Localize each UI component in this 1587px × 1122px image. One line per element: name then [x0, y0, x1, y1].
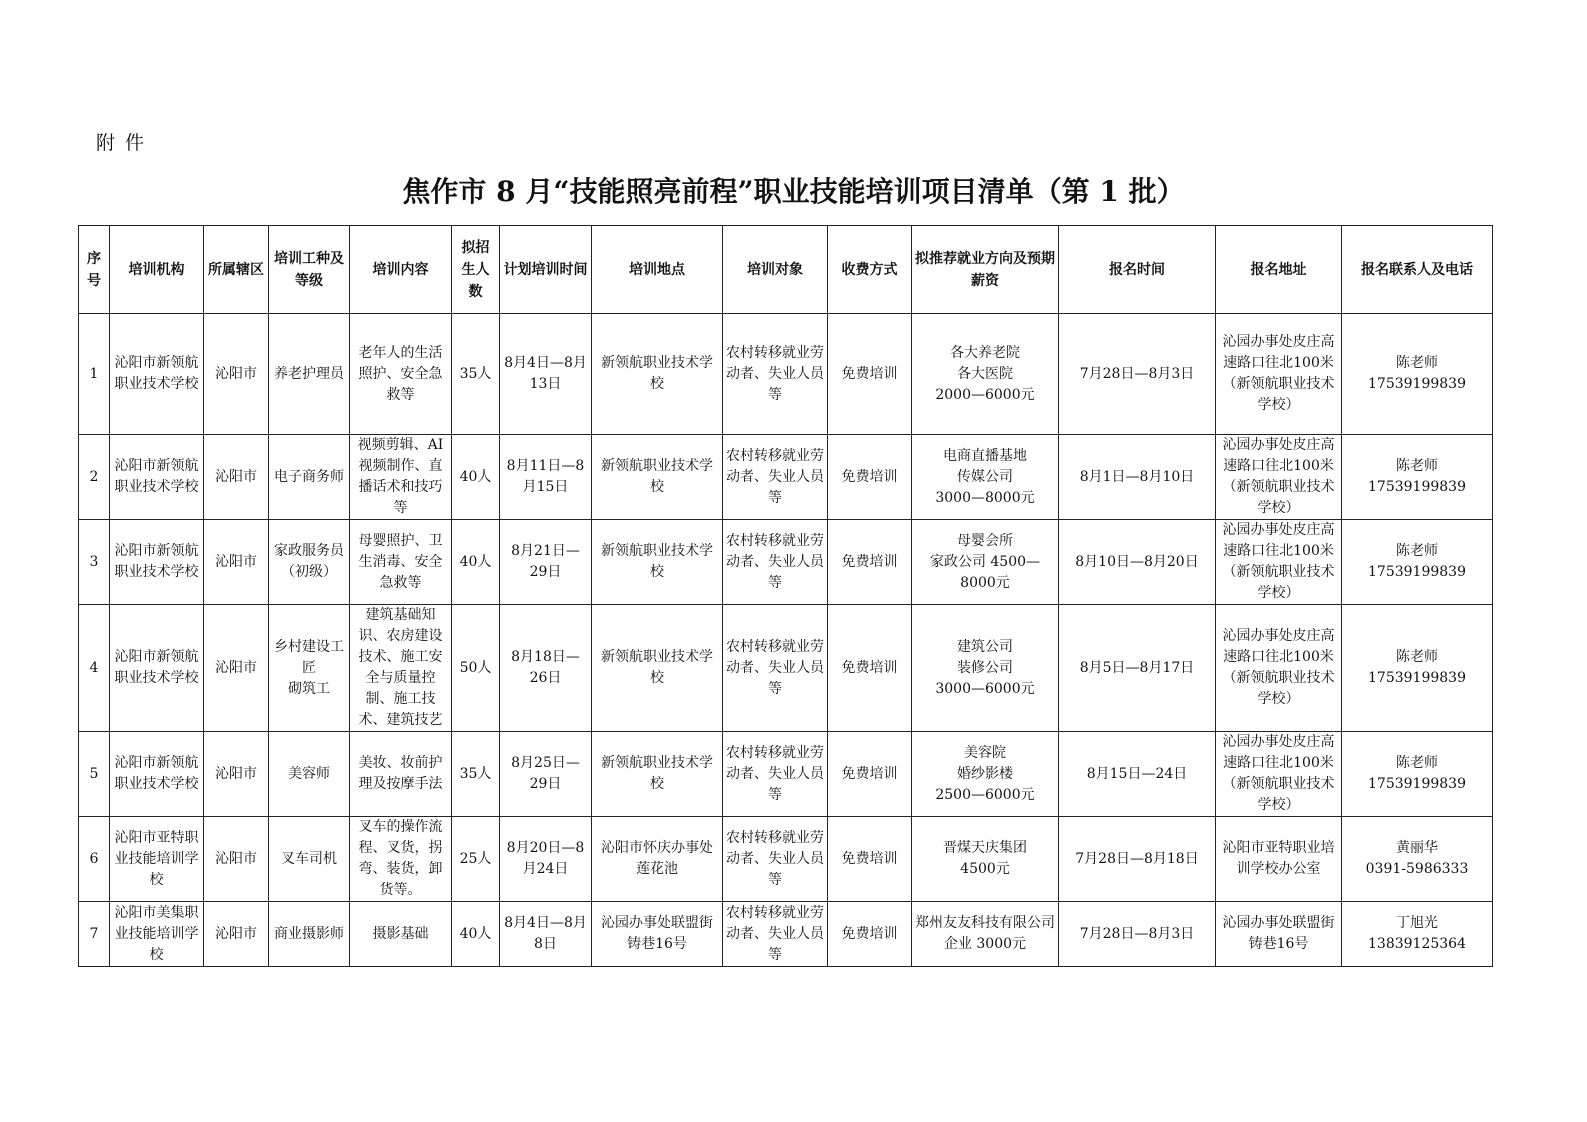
cell-text: 17539199839	[1368, 564, 1466, 580]
cell-text: 8月5日—8月17日	[1079, 659, 1195, 676]
cell-text: 沁阳市	[215, 765, 257, 782]
cell-text: 7	[89, 925, 99, 942]
table-row	[79, 520, 1493, 605]
cell-text: 母婴照护、卫生消毒、安全急救等	[358, 532, 443, 591]
column-header: 报名地址	[1216, 226, 1342, 314]
cell-text: 家政服务员（初级）	[274, 543, 344, 580]
cell-text: 叉车司机	[281, 850, 337, 867]
cell-text: 各大养老院	[950, 344, 1020, 361]
cell-text: 新领航职业技术学校	[601, 649, 713, 686]
table-cell	[204, 520, 269, 605]
table-cell	[912, 902, 1059, 967]
table-cell	[204, 902, 269, 967]
table-cell	[110, 605, 204, 732]
cell-text: 免费培训	[841, 925, 898, 942]
cell-text: 砌筑工	[288, 680, 330, 697]
cell-text: 美容院	[964, 744, 1006, 761]
cell-text: 免费培训	[841, 659, 898, 676]
cell-text: 陈老师	[1396, 543, 1438, 559]
cell-text: 农村转移就业劳动者、失业人员等	[726, 829, 824, 888]
cell-text: 免费培训	[841, 553, 898, 570]
cell-text: 乡村建设工匠	[274, 638, 344, 676]
cell-text: 沁阳市	[215, 553, 257, 570]
cell-text: 50人	[459, 659, 492, 676]
cell-text: 40人	[459, 468, 492, 485]
cell-text: 各大医院	[957, 365, 1013, 382]
cell-text: 建筑基础知识、农房建设技术、施工安全与质量控制、施工技术、建筑技艺	[358, 607, 443, 728]
table-header-row	[79, 226, 1493, 314]
table-cell	[350, 314, 452, 435]
cell-text: 25人	[459, 850, 492, 867]
cell-text: 4	[89, 659, 99, 676]
cell-text: 沁阳市	[215, 925, 257, 942]
cell-text: 8月11日—8月15日	[506, 458, 585, 495]
table-cell	[204, 314, 269, 435]
cell-text: 40人	[459, 553, 492, 570]
table-cell	[500, 902, 592, 967]
cell-text: 婚纱影楼	[957, 765, 1013, 782]
cell-text: 新领航职业技术学校	[601, 355, 713, 392]
column-header: 拟招生人数	[452, 226, 500, 314]
table-cell	[110, 902, 204, 967]
table-row	[79, 605, 1493, 732]
cell-text: 沁阳市新领航职业技术学校	[114, 649, 199, 686]
cell-text: 摄影基础	[372, 925, 429, 942]
table-cell	[1059, 817, 1216, 902]
table-cell	[723, 605, 828, 732]
table-cell	[592, 817, 723, 902]
cell-text: 7月28日—8月18日	[1075, 850, 1199, 867]
cell-text: 2	[89, 468, 99, 485]
cell-text: 17539199839	[1368, 776, 1466, 792]
table-cell	[912, 435, 1059, 520]
table-cell	[350, 902, 452, 967]
table-cell	[79, 314, 110, 435]
cell-text: 6	[89, 850, 99, 867]
cell-text: 3000—8000元	[935, 489, 1035, 506]
cell-text: 农村转移就业劳动者、失业人员等	[726, 638, 824, 697]
table-cell	[500, 732, 592, 817]
table-cell	[1059, 902, 1216, 967]
table-cell	[1216, 732, 1342, 817]
table-cell	[1216, 902, 1342, 967]
cell-text: 晋煤天庆集团	[943, 840, 1027, 856]
table-cell	[500, 435, 592, 520]
table-cell	[1342, 520, 1493, 605]
cell-text: 沁园办事处联盟街铸巷16号	[601, 915, 713, 952]
cell-text: 17539199839	[1368, 479, 1466, 495]
cell-text: 免费培训	[841, 468, 898, 485]
table-cell	[828, 435, 912, 520]
cell-text: 农村转移就业劳动者、失业人员等	[726, 344, 824, 403]
cell-text: 黄丽华	[1396, 840, 1438, 856]
page-title: 焦作市 8 月“技能照亮前程”职业技能培训项目清单（第 1 批）	[402, 175, 1185, 208]
cell-text: 17539199839	[1368, 670, 1466, 686]
cell-text: 沁阳市	[215, 850, 257, 867]
table-cell	[110, 435, 204, 520]
cell-text: 沁阳市新领航职业技术学校	[114, 543, 199, 580]
table-cell	[269, 605, 350, 732]
table-cell	[110, 817, 204, 902]
column-header: 收费方式	[828, 226, 912, 314]
cell-text: 免费培训	[841, 365, 898, 382]
table-cell	[828, 732, 912, 817]
table-cell	[1059, 314, 1216, 435]
column-header: 报名时间	[1059, 226, 1216, 314]
column-header: 培训工种及等级	[269, 226, 350, 314]
cell-text: 沁阳市新领航职业技术学校	[114, 458, 199, 495]
table-cell	[592, 902, 723, 967]
table-cell	[1059, 605, 1216, 732]
table-cell	[592, 435, 723, 520]
table-cell	[204, 817, 269, 902]
table-cell	[350, 605, 452, 732]
table-row	[79, 902, 1493, 967]
cell-text: 新领航职业技术学校	[601, 543, 713, 580]
table-cell	[723, 902, 828, 967]
table-cell	[592, 605, 723, 732]
cell-text: 农村转移就业劳动者、失业人员等	[726, 744, 824, 803]
table-cell	[500, 314, 592, 435]
cell-text: 8月20日—8月24日	[506, 840, 585, 877]
table-cell	[723, 520, 828, 605]
table-cell	[500, 520, 592, 605]
cell-text: 农村转移就业劳动者、失业人员等	[726, 904, 824, 963]
attachment-label: 附 件	[96, 132, 147, 154]
cell-text: 新领航职业技术学校	[601, 458, 713, 495]
table-cell	[1342, 435, 1493, 520]
table-cell	[723, 817, 828, 902]
cell-text: 养老护理员	[274, 365, 344, 382]
table-cell	[912, 520, 1059, 605]
cell-text: 5	[89, 765, 99, 782]
table-body	[79, 314, 1493, 967]
cell-text: 家政公司 4500—8000元	[929, 553, 1041, 591]
column-header: 培训内容	[350, 226, 452, 314]
cell-text: 电商直播基地	[943, 447, 1027, 464]
table-cell	[269, 314, 350, 435]
table-cell	[452, 732, 500, 817]
table-cell	[1342, 732, 1493, 817]
cell-text: 美容师	[288, 765, 330, 782]
cell-text: 8月4日—8月13日	[504, 355, 587, 392]
column-header: 报名联系人及电话	[1342, 226, 1493, 314]
table-cell	[1216, 435, 1342, 520]
table-cell	[350, 817, 452, 902]
cell-text: 建筑公司	[957, 638, 1013, 655]
table-cell	[828, 817, 912, 902]
column-header: 培训机构	[110, 226, 204, 314]
table-cell	[452, 902, 500, 967]
cell-text: 7月28日—8月3日	[1079, 365, 1195, 382]
cell-text: 免费培训	[841, 850, 898, 867]
cell-text: 沁园办事处皮庄高速路口往北100米（新领航职业技术学校）	[1222, 334, 1335, 413]
cell-text: 8月21日—29日	[511, 543, 580, 580]
cell-text: 商业摄影师	[274, 925, 344, 942]
cell-text: 1	[89, 365, 99, 382]
table-cell	[592, 314, 723, 435]
cell-text: 4500元	[960, 861, 1010, 877]
table-cell	[204, 435, 269, 520]
cell-text: 3	[89, 553, 99, 570]
table-cell	[204, 605, 269, 732]
table-cell	[828, 314, 912, 435]
column-header: 拟推荐就业方向及预期薪资	[912, 226, 1059, 314]
table-cell	[723, 435, 828, 520]
cell-text: 2000—6000元	[935, 386, 1035, 403]
cell-text: 美妆、妆前护理及按摩手法	[358, 755, 443, 792]
table-row	[79, 732, 1493, 817]
cell-text: 沁阳市亚特职业技能培训学校	[114, 829, 199, 888]
table-cell	[1342, 314, 1493, 435]
table-cell	[269, 435, 350, 520]
table-cell	[592, 520, 723, 605]
cell-text: 电子商务师	[274, 468, 344, 485]
table-cell	[269, 732, 350, 817]
cell-text: 沁阳市美集职业技能培训学校	[114, 904, 199, 963]
cell-text: 装修公司	[957, 659, 1013, 676]
table-cell	[452, 520, 500, 605]
cell-text: 8月15日—24日	[1086, 765, 1188, 782]
cell-text: 13839125364	[1368, 936, 1466, 952]
table-cell	[1216, 314, 1342, 435]
table-cell	[269, 817, 350, 902]
cell-text: 母婴会所	[957, 532, 1013, 549]
table-cell	[350, 520, 452, 605]
table-cell	[912, 817, 1059, 902]
cell-text: 视频剪辑、AI视频制作、直播话术和技巧等	[357, 437, 444, 516]
table-cell	[79, 817, 110, 902]
table-cell	[452, 605, 500, 732]
table-cell	[79, 605, 110, 732]
table-row	[79, 314, 1493, 435]
cell-text: 2500—6000元	[935, 786, 1035, 803]
table-row	[79, 817, 1493, 902]
table-cell	[79, 435, 110, 520]
table-cell	[828, 520, 912, 605]
cell-text: 沁园办事处皮庄高速路口往北100米（新领航职业技术学校）	[1222, 628, 1335, 707]
table-cell	[452, 435, 500, 520]
column-header: 计划培训时间	[500, 226, 592, 314]
cell-text: 沁园办事处皮庄高速路口往北100米（新领航职业技术学校）	[1222, 437, 1335, 516]
table-cell	[1216, 520, 1342, 605]
table-cell	[350, 732, 452, 817]
cell-text: 沁阳市	[215, 468, 257, 485]
table-cell	[269, 902, 350, 967]
table-cell	[79, 520, 110, 605]
table-cell	[1059, 732, 1216, 817]
table-cell	[723, 732, 828, 817]
cell-text: 8月10日—8月20日	[1075, 553, 1199, 570]
table-cell	[912, 732, 1059, 817]
table-cell	[828, 902, 912, 967]
table-cell	[269, 520, 350, 605]
cell-text: 8月18日—26日	[511, 649, 580, 686]
cell-text: 沁阳市亚特职业培训学校办公室	[1222, 840, 1335, 877]
table-cell	[1216, 605, 1342, 732]
cell-text: 8月25日—29日	[511, 755, 580, 792]
cell-text: 0391-5986333	[1365, 861, 1469, 877]
table-row	[79, 435, 1493, 520]
cell-text: 沁园办事处皮庄高速路口往北100米（新领航职业技术学校）	[1222, 734, 1335, 813]
cell-text: 陈老师	[1396, 755, 1438, 771]
cell-text: 丁旭光	[1396, 915, 1438, 931]
cell-text: 陈老师	[1396, 458, 1438, 474]
table-cell	[452, 817, 500, 902]
cell-text: 沁阳市	[215, 365, 257, 382]
cell-text: 沁阳市新领航职业技术学校	[114, 355, 199, 392]
table-cell	[79, 902, 110, 967]
cell-text: 郑州友友科技有限公司企业 3000元	[915, 915, 1055, 952]
table-cell	[592, 732, 723, 817]
cell-text: 农村转移就业劳动者、失业人员等	[726, 532, 824, 591]
training-project-table	[78, 225, 1493, 967]
table-cell	[110, 732, 204, 817]
cell-text: 免费培训	[841, 765, 898, 782]
table-cell	[828, 605, 912, 732]
cell-text: 陈老师	[1396, 649, 1438, 665]
table-cell	[1059, 520, 1216, 605]
table-cell	[500, 817, 592, 902]
cell-text: 35人	[459, 765, 492, 782]
cell-text: 叉车的操作流程、叉货，拐弯、装货，卸货等。	[358, 819, 443, 898]
cell-text: 3000—6000元	[935, 680, 1035, 697]
cell-text: 7月28日—8月3日	[1079, 925, 1195, 942]
table-cell	[110, 520, 204, 605]
cell-text: 8月4日—8月8日	[504, 915, 587, 952]
column-header: 所属辖区	[204, 226, 269, 314]
cell-text: 35人	[459, 365, 492, 382]
table-cell	[1216, 817, 1342, 902]
table-cell	[500, 605, 592, 732]
table-cell	[350, 435, 452, 520]
table-cell	[723, 314, 828, 435]
table-cell	[452, 314, 500, 435]
cell-text: 17539199839	[1368, 376, 1466, 392]
column-header: 培训地点	[592, 226, 723, 314]
table-cell	[204, 732, 269, 817]
table-cell	[1342, 902, 1493, 967]
table-cell	[1342, 817, 1493, 902]
column-header: 序号	[79, 226, 110, 314]
cell-text: 新领航职业技术学校	[601, 755, 713, 792]
cell-text: 农村转移就业劳动者、失业人员等	[726, 447, 824, 506]
cell-text: 沁园办事处皮庄高速路口往北100米（新领航职业技术学校）	[1222, 522, 1335, 601]
cell-text: 陈老师	[1396, 355, 1438, 371]
cell-text: 传媒公司	[957, 468, 1013, 485]
cell-text: 40人	[459, 925, 492, 942]
table-cell	[1342, 605, 1493, 732]
cell-text: 8月1日—8月10日	[1079, 468, 1195, 485]
table-cell	[1059, 435, 1216, 520]
cell-text: 沁阳市新领航职业技术学校	[114, 755, 199, 792]
table-cell	[79, 732, 110, 817]
table-cell	[912, 314, 1059, 435]
cell-text: 老年人的生活照护、安全急救等	[358, 344, 443, 403]
cell-text: 沁阳市	[215, 659, 257, 676]
cell-text: 沁阳市怀庆办事处莲花池	[601, 840, 713, 877]
column-header: 培训对象	[723, 226, 828, 314]
cell-text: 沁园办事处联盟街铸巷16号	[1222, 915, 1335, 952]
table-cell	[110, 314, 204, 435]
table-cell	[912, 605, 1059, 732]
